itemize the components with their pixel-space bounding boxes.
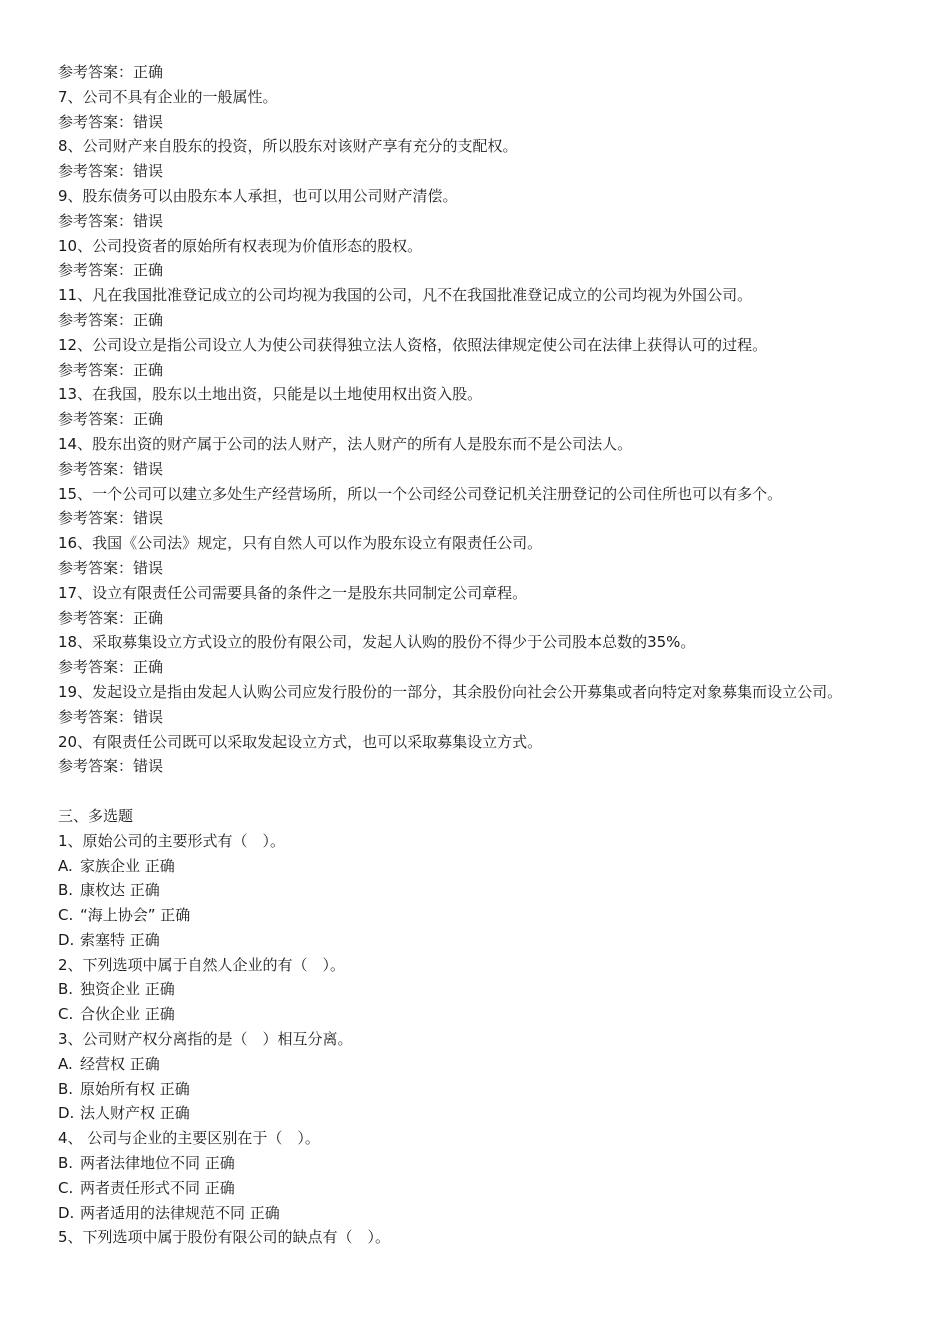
option-letter: B. [58, 881, 74, 900]
answer-text: 参考答案：正确 [58, 410, 164, 429]
option-letter: D. [58, 930, 75, 949]
option-letter: D. [58, 1203, 75, 1222]
question-text: 19、发起设立是指由发起人认购公司应发行股份的一部分，其余股份向社会公开募集或者向特定对象募集而设立公司。 [58, 682, 843, 701]
mc-option [58, 1176, 908, 1201]
option-text: 法人财产权 正确 [80, 1104, 190, 1123]
question-text: 11、凡在我国批准登记成立的公司均视为我国的公司，凡不在我国批准登记成立的公司均视为外国公司。 [58, 286, 753, 305]
option-letter: D. [58, 1104, 75, 1123]
section-gap [58, 779, 908, 804]
question-text: 9、股东债务可以由股东本人承担，也可以用公司财产清偿。 [58, 186, 458, 205]
mc-option [58, 1052, 908, 1077]
option-letter: A. [58, 856, 73, 875]
mc-question-text: 3、公司财产权分离指的是（ ）相互分离。 [58, 1030, 353, 1049]
question-text: 14、股东出资的财产属于公司的法人财产，法人财产的所有人是股东而不是公司法人。 [58, 434, 633, 453]
question-text: 16、我国《公司法》规定，只有自然人可以作为股东设立有限责任公司。 [58, 534, 543, 553]
answer-text: 参考答案：错误 [58, 211, 164, 230]
answer-text: 参考答案：错误 [58, 558, 164, 577]
mc-question-text: 2、下列选项中属于自然人企业的有（ ）。 [58, 955, 346, 974]
question-text: 13、在我国，股东以土地出资，只能是以土地使用权出资入股。 [58, 385, 483, 404]
option-text: 经营权 正确 [80, 1054, 160, 1073]
option-text: 原始所有权 正确 [80, 1079, 190, 1098]
question-text: 7、公司不具有企业的一般属性。 [58, 87, 278, 106]
mc-option [58, 854, 908, 879]
option-letter: B. [58, 1079, 74, 1098]
mc-option [58, 1077, 908, 1102]
answer-text: 参考答案：错误 [58, 459, 164, 478]
mc-option [58, 1151, 908, 1176]
option-letter: B. [58, 980, 74, 999]
document-page [58, 60, 908, 1250]
question-text: 20、有限责任公司既可以采取发起设立方式，也可以采取募集设立方式。 [58, 732, 543, 751]
mc-option [58, 928, 908, 953]
option-text: 两者责任形式不同 正确 [80, 1178, 235, 1197]
option-text: “海上协会” 正确 [80, 906, 191, 925]
mc-option [58, 1002, 908, 1027]
option-text: 合伙企业 正确 [80, 1005, 175, 1024]
true-false-section [58, 60, 908, 779]
answer-text: 参考答案：错误 [58, 707, 164, 726]
mc-question-text: 1、原始公司的主要形式有（ ）。 [58, 831, 286, 850]
option-text: 独资企业 正确 [80, 980, 175, 999]
question-text: 12、公司设立是指公司设立人为使公司获得独立法人资格，依照法律规定使公司在法律上获得认可的过程。 [58, 335, 768, 354]
option-text: 索塞特 正确 [80, 930, 160, 949]
answer-text: 参考答案：错误 [58, 112, 164, 131]
mc-question-text: 5、下列选项中属于股份有限公司的缺点有（ ）。 [58, 1228, 391, 1247]
mc-option [58, 1101, 908, 1126]
question-text: 18、采取募集设立方式设立的股份有限公司，发起人认购的股份不得少于公司股本总数的35%。 [58, 633, 696, 652]
answer-text: 参考答案：正确 [58, 63, 164, 81]
answer-text: 参考答案：正确 [58, 261, 164, 280]
mc-option [58, 977, 908, 1002]
option-letter: C. [58, 906, 74, 925]
mc-question-text: 4、 公司与企业的主要区别在于（ ）。 [58, 1129, 320, 1148]
option-text: 两者适用的法律规范不同 正确 [80, 1203, 280, 1222]
option-text: 家族企业 正确 [80, 856, 175, 875]
answer-text: 参考答案：错误 [58, 162, 164, 181]
multiple-choice-section [58, 829, 908, 1251]
answer-text: 参考答案：正确 [58, 658, 164, 677]
mc-option [58, 1201, 908, 1226]
option-letter: C. [58, 1178, 74, 1197]
question-text: 17、设立有限责任公司需要具备的条件之一是股东共同制定公司章程。 [58, 583, 528, 602]
section-title: 三、多选题 [58, 806, 134, 825]
mc-option [58, 903, 908, 928]
mc-option [58, 878, 908, 903]
option-text: 康枚达 正确 [80, 881, 160, 900]
option-letter: B. [58, 1154, 74, 1173]
answer-text: 参考答案：错误 [58, 509, 164, 528]
answer-text: 参考答案：错误 [58, 757, 164, 776]
option-text: 两者法律地位不同 正确 [80, 1154, 235, 1173]
answer-text: 参考答案：正确 [58, 360, 164, 379]
answer-text: 参考答案：正确 [58, 608, 164, 627]
answer-text: 参考答案：正确 [58, 310, 164, 329]
question-text: 8、公司财产来自股东的投资，所以股东对该财产享有充分的支配权。 [58, 137, 518, 156]
option-letter: A. [58, 1054, 73, 1073]
question-text: 15、一个公司可以建立多处生产经营场所，所以一个公司经公司登记机关注册登记的公司住所也可以有多个。 [58, 484, 783, 503]
question-text: 10、公司投资者的原始所有权表现为价值形态的股权。 [58, 236, 423, 255]
option-letter: C. [58, 1005, 74, 1024]
